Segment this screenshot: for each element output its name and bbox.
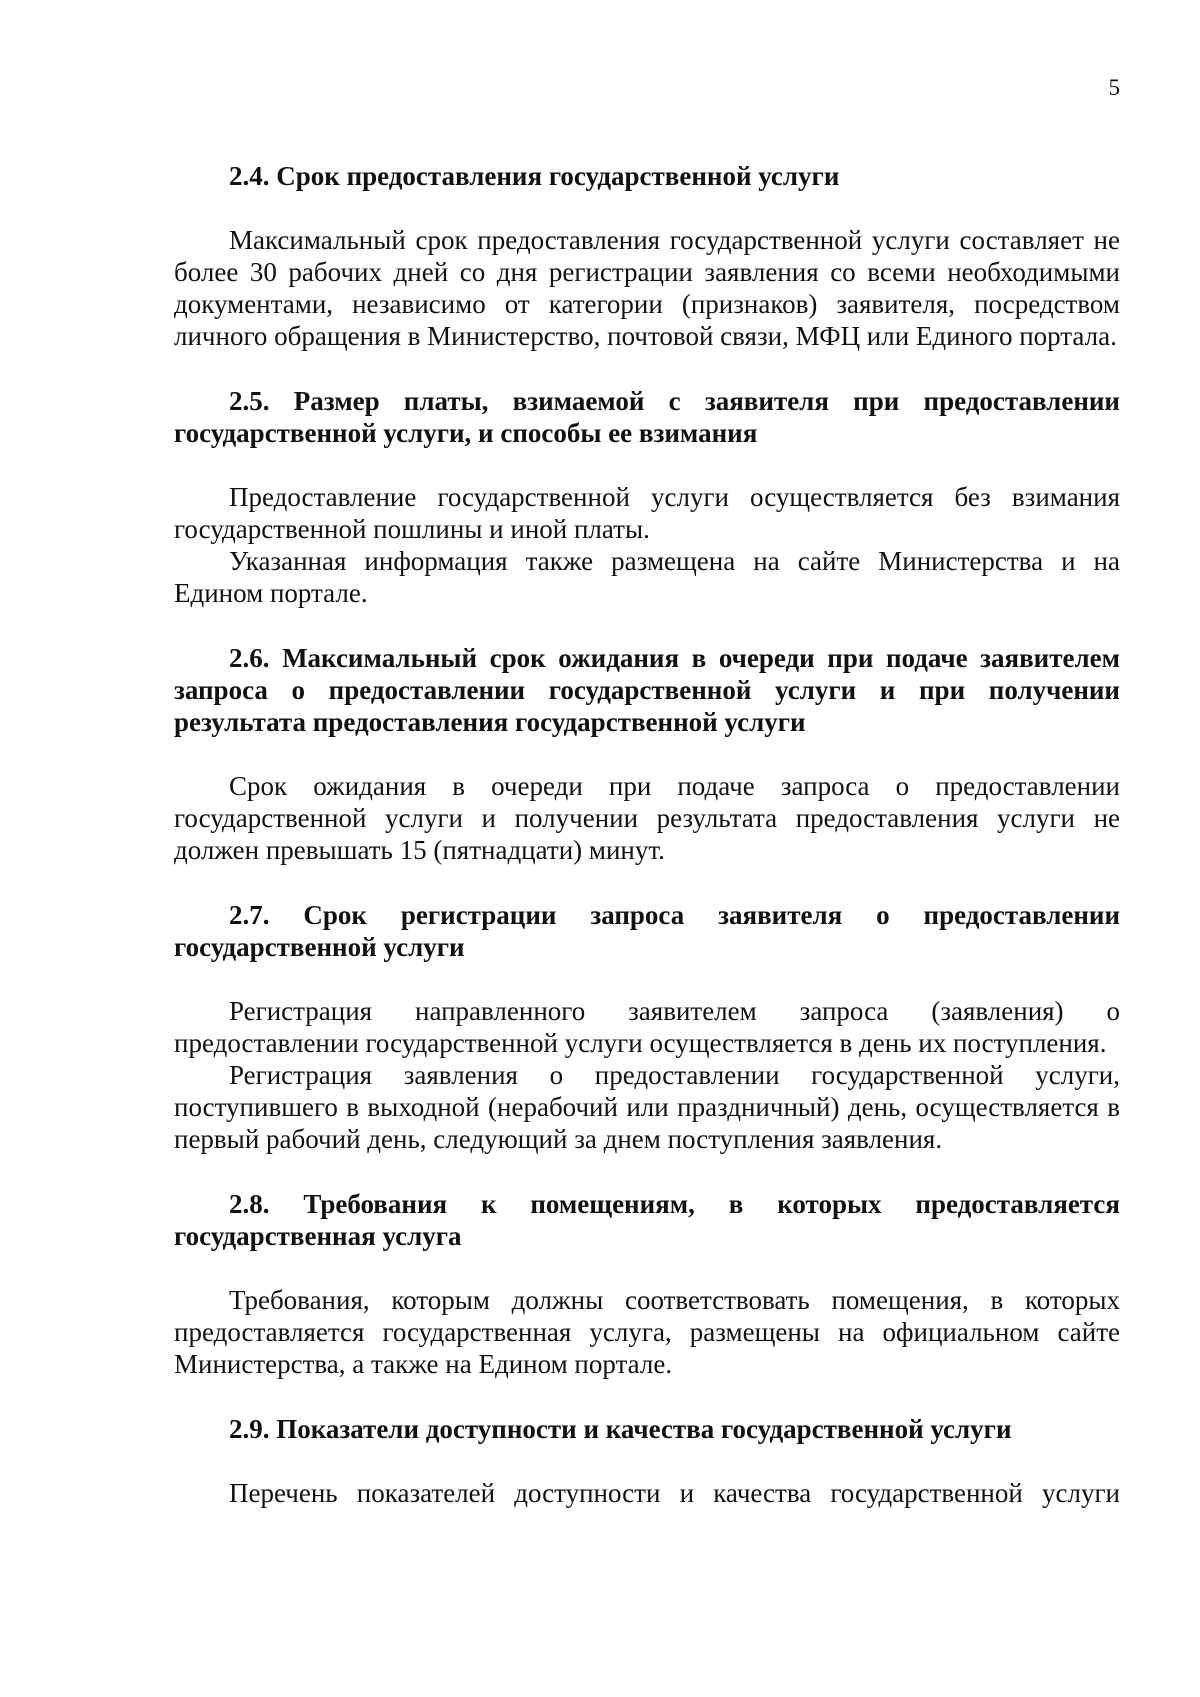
section-2-6 (174, 642, 1120, 866)
section-heading: 2.8. Требования к помещениям, в которых предоставляется государственная услуга (174, 1189, 1120, 1251)
section-heading: 2.7. Срок регистрации запроса заявителя о предоставлении государственной услуги (174, 900, 1120, 962)
section-heading: 2.9. Показатели доступности и качества государственной услуги (229, 1414, 1012, 1444)
page-number: 5 (1108, 75, 1120, 100)
paragraph: Предоставление государственной услуги осуществляется без взимания государственной пошлины и иной платы. (174, 482, 1120, 544)
section-heading: 2.4. Срок предоставления государственной услуги (229, 161, 840, 191)
section-2-5 (174, 385, 1120, 609)
section-2-9 (174, 1413, 1120, 1509)
paragraph: Перечень показателей доступности и качества государственной услуги (229, 1478, 1120, 1508)
section-heading: 2.5. Размер платы, взимаемой с заявителя при предоставлении государственной услуги, и способы ее взимания (174, 386, 1120, 448)
document-body (174, 160, 1120, 1509)
section-2-7 (174, 899, 1120, 1155)
section-2-8 (174, 1188, 1120, 1380)
section-2-4 (174, 160, 1120, 352)
paragraph: Срок ожидания в очереди при подаче запроса о предоставлении государственной услуги и получении результата предоставления услуги не должен превышать 15 (пятнадцати) минут. (174, 771, 1120, 865)
paragraph: Указанная информация также размещена на сайте Министерства и на Едином портале. (174, 546, 1120, 608)
paragraph: Регистрация направленного заявителем запроса (заявления) о предоставлении государственной услуги осуществляется в день их поступления. (174, 996, 1120, 1058)
section-heading: 2.6. Максимальный срок ожидания в очереди при подаче заявителем запроса о предоставлении государственной услуги и при получении результата предоставления государственной услуги (174, 643, 1120, 737)
paragraph: Регистрация заявления о предоставлении государственной услуги, поступившего в выходной (нерабочий или праздничный) день, осуществляется в первый рабочий день, следующий за днем поступления заявления. (174, 1060, 1120, 1154)
paragraph: Максимальный срок предоставления государственной услуги составляет не более 30 рабочих дней со дня регистрации заявления со всеми необходимыми документами, независимо от категории (признаков) заявителя, посредством личного обращения в Министерство, почтовой связи, МФЦ или Единого портала. (174, 225, 1120, 351)
paragraph: Требования, которым должны соответствовать помещения, в которых предоставляется государственная услуга, размещены на официальном сайте Министерства, а также на Едином портале. (174, 1285, 1120, 1379)
